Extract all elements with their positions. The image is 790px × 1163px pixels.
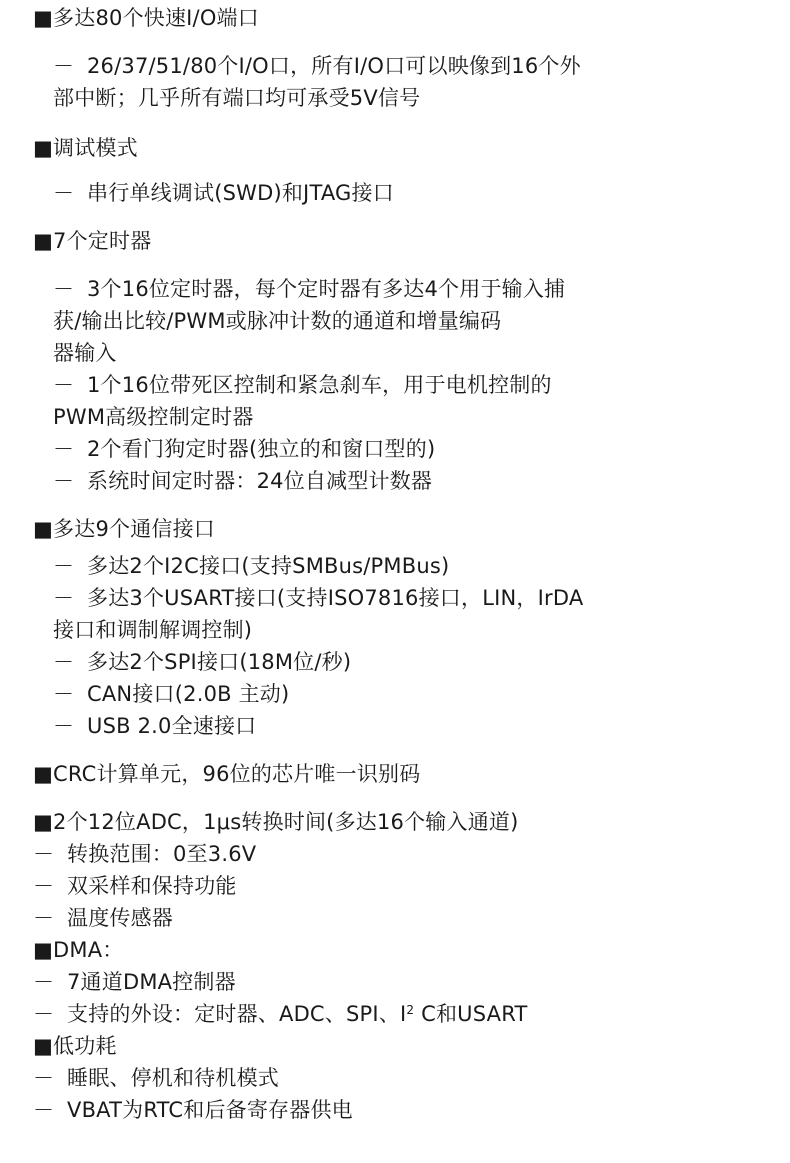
list-item-text: 双采样和保持功能 xyxy=(67,874,237,898)
list-item-text: 转换范围：0至3.6V xyxy=(67,842,257,866)
list-item-continuation: 部中断；几乎所有端口均可承受5V信号 xyxy=(53,86,421,110)
list-item xyxy=(33,905,173,931)
section-heading-dma: ■DMA： xyxy=(33,938,124,962)
list-item-text: 系统时间定时器：24位自减型计数器 xyxy=(87,469,433,493)
section-heading-power: ■低功耗 xyxy=(33,1034,117,1058)
dash-icon: － xyxy=(53,586,75,610)
list-item-text: 多达3个USART接口(支持ISO7816接口，LIN，IrDA xyxy=(87,586,584,610)
dash-icon: － xyxy=(33,906,55,930)
list-item-text: 支持的外设：定时器、ADC、SPI、I xyxy=(67,1002,407,1026)
list-item xyxy=(53,649,351,675)
dash-icon: － xyxy=(33,842,55,866)
dash-icon: － xyxy=(53,682,75,706)
list-item-text: C和USART xyxy=(414,1002,528,1026)
dash-icon: － xyxy=(33,1098,55,1122)
list-item xyxy=(53,276,565,302)
dash-icon: － xyxy=(53,181,75,205)
list-item-text: 睡眠、停机和待机模式 xyxy=(67,1066,279,1090)
dash-icon: － xyxy=(53,373,75,397)
list-item xyxy=(53,180,394,206)
list-item-continuation: 器输入 xyxy=(53,341,117,365)
list-item xyxy=(53,53,581,79)
dash-icon: － xyxy=(53,469,75,493)
list-item xyxy=(53,436,435,462)
list-item-text: 温度传感器 xyxy=(67,906,173,930)
dash-icon: － xyxy=(33,970,55,994)
list-item-text: USB 2.0全速接口 xyxy=(87,714,257,738)
dash-icon: － xyxy=(33,1002,55,1026)
list-item-text: 26/37/51/80个I/O口，所有I/O口可以映像到16个外 xyxy=(87,54,581,78)
list-item xyxy=(53,372,552,398)
section-heading-debug: ■调试模式 xyxy=(33,136,138,160)
list-item xyxy=(53,553,449,579)
list-item xyxy=(53,468,432,494)
section-heading-timers: ■7个定时器 xyxy=(33,229,152,253)
list-item-text: 多达2个SPI接口(18M位/秒) xyxy=(87,650,352,674)
list-item xyxy=(33,1001,528,1027)
list-item xyxy=(53,585,583,611)
list-item xyxy=(33,873,237,899)
list-item-text: 2个看门狗定时器(独立的和窗口型的) xyxy=(87,437,436,461)
list-item-text: CAN接口(2.0B 主动) xyxy=(87,682,290,706)
dash-icon: － xyxy=(53,650,75,674)
list-item xyxy=(53,681,289,707)
list-item xyxy=(33,1097,353,1123)
superscript: 2 xyxy=(406,1003,415,1017)
list-item xyxy=(33,969,236,995)
dash-icon: － xyxy=(53,714,75,738)
list-item-text: 7通道DMA控制器 xyxy=(67,970,236,994)
list-item xyxy=(33,841,256,867)
section-heading-crc: ■CRC计算单元，96位的芯片唯一识别码 xyxy=(33,762,421,786)
list-item xyxy=(53,713,256,739)
list-item-text: VBAT为RTC和后备寄存器供电 xyxy=(67,1098,353,1122)
section-heading-comm: ■多达9个通信接口 xyxy=(33,517,216,541)
section-heading-adc: ■2个12位ADC，1μs转换时间(多达16个输入通道) xyxy=(33,810,519,834)
list-item-continuation: 接口和调制解调控制) xyxy=(53,618,253,642)
list-item-text: 1个16位带死区控制和紧急刹车，用于电机控制的 xyxy=(87,373,552,397)
list-item xyxy=(33,1065,279,1091)
dash-icon: － xyxy=(53,54,75,78)
list-item-text: 串行单线调试(SWD)和JTAG接口 xyxy=(87,181,394,205)
dash-icon: － xyxy=(53,554,75,578)
dash-icon: － xyxy=(33,1066,55,1090)
dash-icon: － xyxy=(53,277,75,301)
list-item-text: 3个16位定时器，每个定时器有多达4个用于输入捕 xyxy=(87,277,566,301)
list-item-continuation: 获/输出比较/PWM或脉冲计数的通道和增量编码 xyxy=(53,309,502,333)
section-heading-io: ■多达80个快速I/O端口 xyxy=(33,6,259,30)
dash-icon: － xyxy=(33,874,55,898)
list-item-continuation: PWM高级控制定时器 xyxy=(53,405,254,429)
dash-icon: － xyxy=(53,437,75,461)
list-item-text: 多达2个I2C接口(支持SMBus/PMBus) xyxy=(87,554,450,578)
